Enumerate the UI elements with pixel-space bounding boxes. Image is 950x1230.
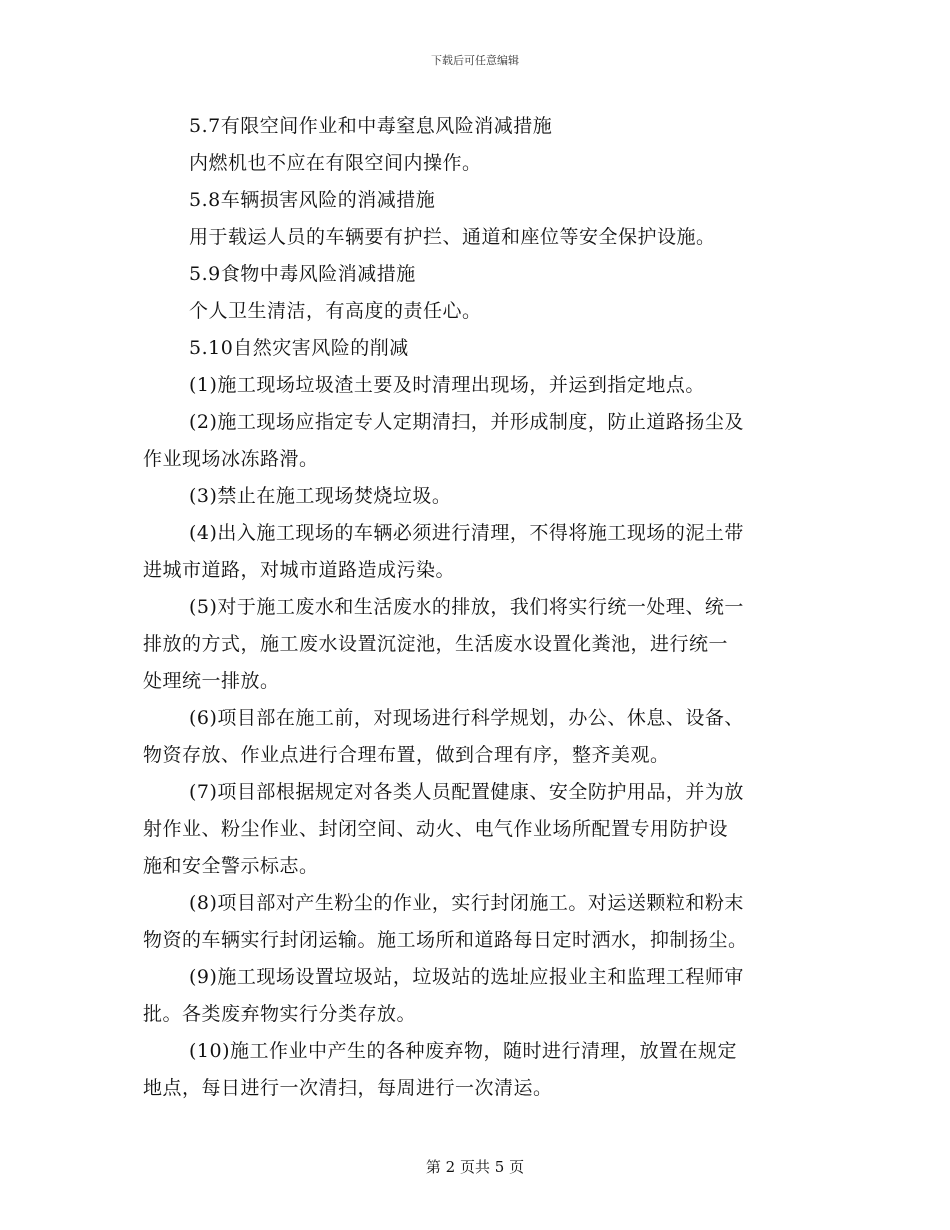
text-line: 物资存放、作业点进行合理布置，做到合理有序，整齐美观。 bbox=[143, 744, 670, 766]
text-line: (9)施工现场设置垃圾站，垃圾站的选址应报业主和监理工程师审 bbox=[189, 966, 744, 988]
text-line: 排放的方式，施工废水设置沉淀池，生活废水设置化粪池，进行统一 bbox=[143, 633, 729, 655]
text-line: (10)施工作业中产生的各种废弃物，随时进行清理，放置在规定 bbox=[189, 1040, 738, 1062]
text-line: 进城市道路，对城市道路造成污染。 bbox=[143, 559, 456, 581]
text-line: 5.9食物中毒风险消减措施 bbox=[189, 263, 416, 285]
text-line: 5.8车辆损害风险的消减措施 bbox=[189, 189, 436, 211]
text-line: 内燃机也不应在有限空间内操作。 bbox=[189, 152, 482, 174]
text-line: 物资的车辆实行封闭运输。施工场所和道路每日定时洒水，抑制扬尘。 bbox=[143, 929, 748, 951]
text-line: (8)项目部对产生粉尘的作业，实行封闭施工。对运送颗粒和粉末 bbox=[189, 892, 744, 914]
text-line: (1)施工现场垃圾渣土要及时清理出现场，并运到指定地点。 bbox=[189, 374, 705, 396]
text-line: (6)项目部在施工前，对现场进行科学规划，办公、休息、设备、 bbox=[189, 707, 744, 729]
text-line: 用于载运人员的车辆要有护拦、通道和座位等安全保护设施。 bbox=[189, 226, 716, 248]
text-line: 5.7有限空间作业和中毒窒息风险消减措施 bbox=[189, 115, 553, 137]
document-body bbox=[143, 108, 808, 1107]
text-line: 个人卫生清洁，有高度的责任心。 bbox=[189, 300, 482, 322]
text-line: 处理统一排放。 bbox=[143, 670, 280, 692]
text-line: (7)项目部根据规定对各类人员配置健康、安全防护用品，并为放 bbox=[189, 781, 744, 803]
text-line: (5)对于施工废水和生活废水的排放，我们将实行统一处理、统一 bbox=[189, 596, 744, 618]
text-line: (2)施工现场应指定专人定期清扫，并形成制度，防止道路扬尘及 bbox=[189, 411, 744, 433]
text-line: 作业现场冰冻路滑。 bbox=[143, 448, 319, 470]
text-line: 批。各类废弃物实行分类存放。 bbox=[143, 1003, 417, 1025]
page-footer: 第 2 页共 5 页 bbox=[425, 1158, 525, 1176]
text-line: 5.10自然灾害风险的削减 bbox=[189, 337, 409, 359]
text-line: (4)出入施工现场的车辆必须进行清理，不得将施工现场的泥土带 bbox=[189, 522, 744, 544]
text-line: 施和安全警示标志。 bbox=[143, 855, 319, 877]
text-line: 射作业、粉尘作业、封闭空间、动火、电气作业场所配置专用防护设 bbox=[143, 818, 729, 840]
text-line: 地点，每日进行一次清扫，每周进行一次清运。 bbox=[143, 1077, 553, 1099]
page-header: 下载后可任意编辑 bbox=[431, 54, 519, 67]
text-line: (3)禁止在施工现场焚烧垃圾。 bbox=[189, 485, 452, 507]
